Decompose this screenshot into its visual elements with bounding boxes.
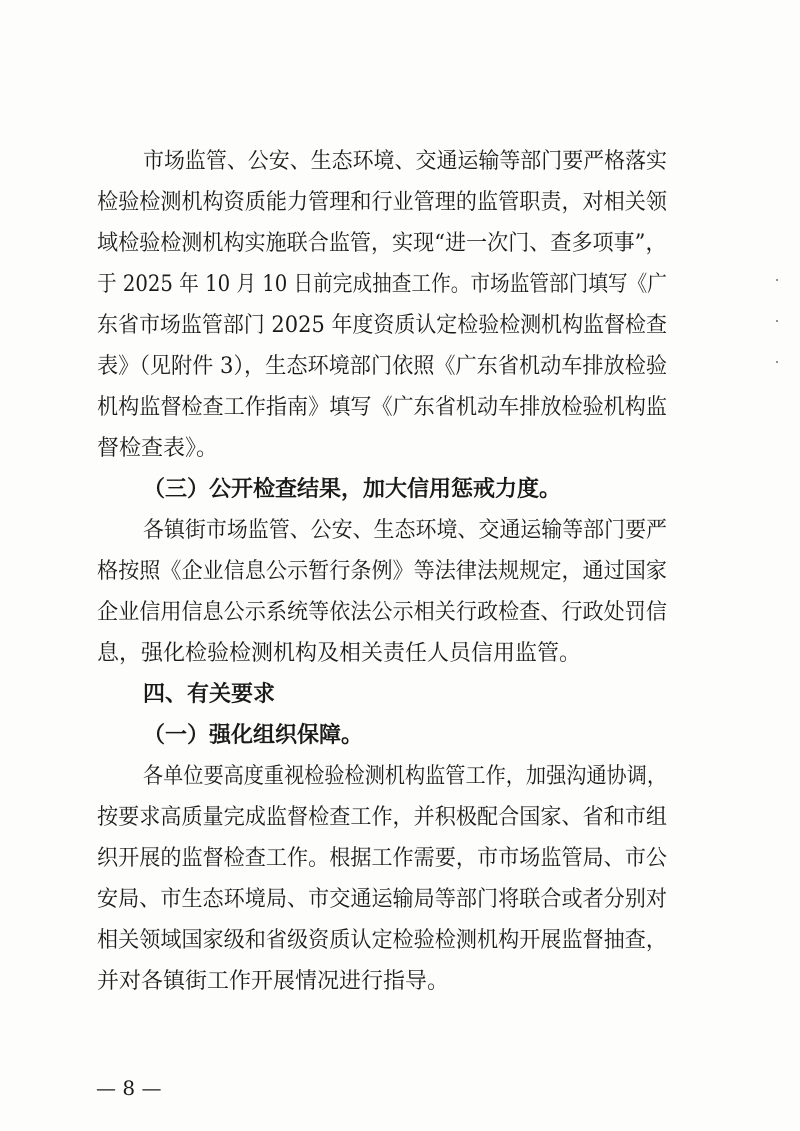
paragraph-line: 息，强化检验检测机构及相关责任人员信用监管。 [97,641,582,666]
paragraph-line: 市场监管、公安、生态环境、交通运输等部门要严格落实 [143,149,668,174]
scan-mark [776,320,778,322]
subheading-three: （三）公开检查结果，加大信用惩戒力度。 [143,477,562,502]
scan-mark [776,361,778,363]
paragraph-line: 于 2025 年 10 月 10 日前完成抽查工作。市场监管部门填写《广 [97,272,667,297]
paragraph-line: 格按照《企业信息公示暂行条例》等法律法规规定，通过国家 [97,559,668,584]
paragraph-line: 各镇街市场监管、公安、生态环境、交通运输等部门要严 [143,518,668,543]
paragraph-line: 督检查表》。 [97,436,219,461]
section-heading: 四、有关要求 [143,682,276,707]
paragraph-line: 检验检测机构资质能力管理和行业管理的监管职责，对相关领 [97,190,668,215]
paragraph-line: 织开展的监督检查工作。根据工作需要，市市场监管局、市公 [97,846,668,871]
paragraph-line: 各单位要高度重视检验检测机构监管工作，加强沟通协调， [143,764,668,789]
subheading-one: （一）强化组织保障。 [143,723,364,748]
paragraph-line: 相关领域国家级和省级资质认定检验检测机构开展监督抽查， [97,928,668,953]
paragraph-line: 企业信用信息公示系统等依法公示相关行政检查、行政处罚信 [97,600,668,625]
paragraph-line: 机构监督检查工作指南》填写《广东省机动车排放检验机构监 [97,395,668,420]
paragraph-line: 表》（见附件 3），生态环境部门依照《广东省机动车排放检验 [97,354,667,379]
paragraph-line: 东省市场监管部门 2025 年度资质认定检验检测机构监督检查 [97,313,667,338]
page-number: — 8 — [96,1076,162,1100]
paragraph-line: 安局、市生态环境局、市交通运输局等部门将联合或者分别对 [97,887,668,912]
scan-mark [776,279,778,281]
paragraph-line: 并对各镇街工作开展情况进行指导。 [97,969,450,994]
paragraph-line: 按要求高质量完成监督检查工作，并积极配合国家、省和市组 [97,805,668,830]
paragraph-line: 域检验检测机构实施联合监管，实现“进一次门、查多项事”， [97,231,667,256]
